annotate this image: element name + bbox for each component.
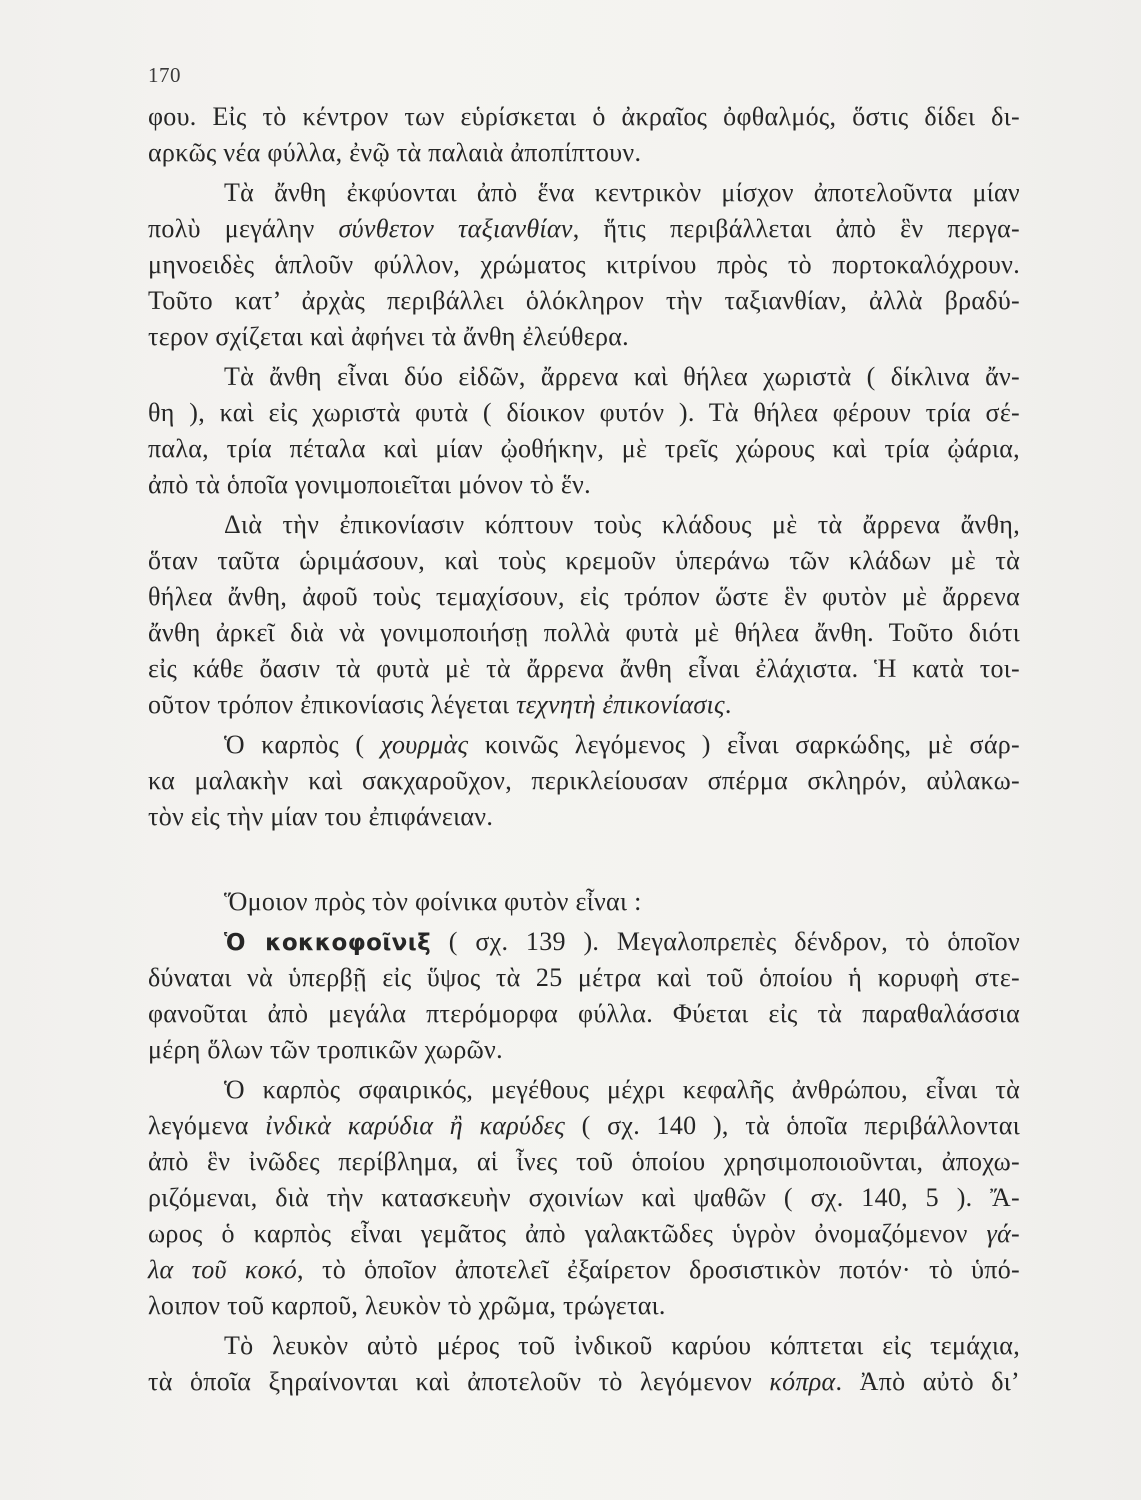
text-line: Τὰ ἄνθη εἶναι δύο εἰδῶν, ἄρρενα καὶ θήλεα χωριστὰ ( δίκλινα ἄν-	[224, 362, 1020, 391]
text-line: θήλεα ἄνθη, ἀφοῦ τοὺς τεμαχίσουν, εἰς τρόπον ὥστε ἓν φυτὸν μὲ ἄρρενα	[148, 582, 1020, 611]
text-line	[148, 687, 1020, 723]
text-line: ριζόμεναι, διὰ τὴν κατασκευὴν σχοινίων καὶ ψαθῶν ( σχ. 140, 5 ). Ἄ-	[148, 1183, 1020, 1212]
text-line: Τὸ λευκὸν αὐτὸ μέρος τοῦ ἰνδικοῦ καρύου κόπτεται εἰς τεμάχια,	[224, 1331, 1020, 1360]
text-line: θη ), καὶ εἰς χωριστὰ φυτὰ ( δίοικον φυτόν ). Τὰ θήλεα φέρουν τρία σέ-	[148, 398, 1020, 427]
text-line: Τοῦτο κατ’ ἀρχὰς περιβάλλει ὁλόκληρον τὴν ταξιανθίαν, ἀλλὰ βραδύ-	[148, 286, 1020, 315]
line-text: οῦτον τρόπον ἐπικονίασις λέγεται	[148, 690, 517, 719]
text-line: ἀπὸ τὰ ὁποῖα γονιμοποιεῖται μόνον τὸ ἕν.	[148, 470, 591, 499]
paragraph	[148, 924, 1020, 1068]
text-line: τερον σχίζεται καὶ ἀφήνει τὰ ἄνθη ἐλεύθερα.	[148, 322, 629, 351]
line-text: .	[724, 690, 732, 719]
text-line: λοιπον τοῦ καρποῦ, λευκὸν τὸ χρῶμα, τρώγεται.	[148, 1291, 666, 1320]
text-line: φου. Εἰς τὸ κέντρον των εὑρίσκεται ὁ ἀκραῖος ὀφθαλμός, ὅστις δίδει δι-	[148, 102, 1020, 131]
page-number: 170	[148, 63, 181, 87]
text-line	[148, 211, 1020, 247]
text-line: Ὁ καρπὸς σφαιρικός, μεγέθους μέχρι κεφαλῆς ἀνθρώπου, εἶναι τὰ	[224, 1075, 1020, 1104]
line-text: ( σχ. 140 ), τὰ ὁποῖα περιβάλλονται	[565, 1111, 1020, 1140]
text-line: Ὅμοιον πρὸς τὸν φοίνικα φυτὸν εἶναι :	[224, 887, 642, 916]
italic-term: ἰνδικὰ καρύδια ἢ καρύδες	[265, 1111, 566, 1140]
line-text: Ὁ καρπὸς (	[224, 730, 381, 759]
line-text: , τὸ ὁποῖον ἀποτελεῖ ἐξαίρετον δροσιστικὸν ποτόν· τὸ ὑπό-	[297, 1255, 1020, 1284]
paragraph	[148, 99, 1020, 171]
text-line: κα μαλακὴν καὶ σακχαροῦχον, περικλείουσαν σπέρμα σκληρόν, αὐλακω-	[148, 766, 1020, 795]
line-text: ( σχ. 139 ). Μεγαλοπρεπὲς δένδρον, τὸ ὁποῖον	[431, 927, 1021, 956]
line-text: τὰ ὁποῖα ξηραίνονται καὶ ἀποτελοῦν τὸ λεγόμενον	[148, 1367, 770, 1396]
line-text: ωρος ὁ καρπὸς εἶναι γεμᾶτος ἀπὸ γαλακτῶδες ὑγρὸν ὀνομαζόμενον	[148, 1219, 987, 1248]
text-line: αρκῶς νέα φύλλα, ἐνῷ τὰ παλαιὰ ἀποπίπτουν.	[148, 138, 642, 167]
italic-term: σύνθετον ταξιανθίαν	[338, 214, 573, 243]
paragraph	[148, 175, 1020, 355]
text-line: Διὰ τὴν ἐπικονίασιν κόπτουν τοὺς κλάδους μὲ τὰ ἄρρενα ἄνθη,	[224, 510, 1020, 539]
text-line	[148, 924, 1020, 960]
text-line	[148, 1252, 1020, 1288]
italic-term: κόπρα	[769, 1367, 836, 1396]
line-text: πολὺ μεγάλην	[148, 214, 339, 243]
paragraph	[148, 884, 1020, 920]
line-text: λεγόμενα	[148, 1111, 266, 1140]
paragraph	[148, 1328, 1020, 1400]
species-heading: Ὁ κοκκοφοῖνιξ	[224, 930, 432, 956]
text-line: Τὰ ἄνθη ἐκφύονται ἀπὸ ἕνα κεντρικὸν μίσχον ἀποτελοῦντα μίαν	[224, 178, 1020, 207]
text-line	[148, 1216, 1020, 1252]
text-line	[148, 1364, 1020, 1400]
text-line	[148, 727, 1020, 763]
text-line: ἀπὸ ἓν ἰνῶδες περίβλημα, αἱ ἶνες τοῦ ὁποίου χρησιμοποιοῦνται, ἀποχω-	[148, 1147, 1020, 1176]
italic-term: γά-	[986, 1219, 1020, 1248]
text-line: μέρη ὅλων τῶν τροπικῶν χωρῶν.	[148, 1035, 503, 1064]
text-line: παλα, τρία πέταλα καὶ μίαν ᾠοθήκην, μὲ τρεῖς χώρους καὶ τρία ᾠάρια,	[148, 434, 1020, 463]
text-line: τὸν εἰς τὴν μίαν του ἐπιφάνειαν.	[148, 802, 494, 831]
line-text: . Ἀπὸ αὐτὸ δι’	[835, 1367, 1020, 1396]
text-line: εἰς κάθε ὄασιν τὰ φυτὰ μὲ τὰ ἄρρενα ἄνθη εἶναι ἐλάχιστα. Ἡ κατὰ τοι-	[148, 654, 1020, 683]
body-text	[148, 99, 1020, 1400]
text-line: φανοῦται ἀπὸ μεγάλα πτερόμορφα φύλλα. Φύεται εἰς τὰ παραθαλάσσια	[148, 999, 1020, 1028]
italic-term: λα τοῦ κοκό	[148, 1255, 298, 1284]
paragraph	[148, 1072, 1020, 1324]
line-text: , ἥτις περιβάλλεται ἀπὸ ἓν περγα-	[572, 214, 1020, 243]
text-line: ὅταν ταῦτα ὡριμάσουν, καὶ τοὺς κρεμοῦν ὑπεράνω τῶν κλάδων μὲ τὰ	[148, 546, 1020, 575]
italic-term: χουρμὰς	[380, 730, 469, 759]
text-line: ἄνθη ἀρκεῖ διὰ νὰ γονιμοποιήσῃ πολλὰ φυτὰ μὲ θήλεα ἄνθη. Τοῦτο διότι	[148, 618, 1020, 647]
text-line: δύναται νὰ ὑπερβῇ εἰς ὕψος τὰ 25 μέτρα καὶ τοῦ ὁποίου ἡ κορυφὴ στε-	[148, 963, 1020, 992]
text-line: μηνοειδὲς ἁπλοῦν φύλλον, χρώματος κιτρίνου πρὸς τὸ πορτοκαλόχρουν.	[148, 250, 1020, 279]
paragraph	[148, 359, 1020, 503]
paragraph	[148, 507, 1020, 723]
text-line	[148, 1108, 1020, 1144]
italic-term: τεχνητὴ ἐπικονίασις	[516, 690, 725, 719]
paragraph	[148, 727, 1020, 835]
line-text: κοινῶς λεγόμενος ) εἶναι σαρκώδης, μὲ σάρ-	[468, 730, 1020, 759]
